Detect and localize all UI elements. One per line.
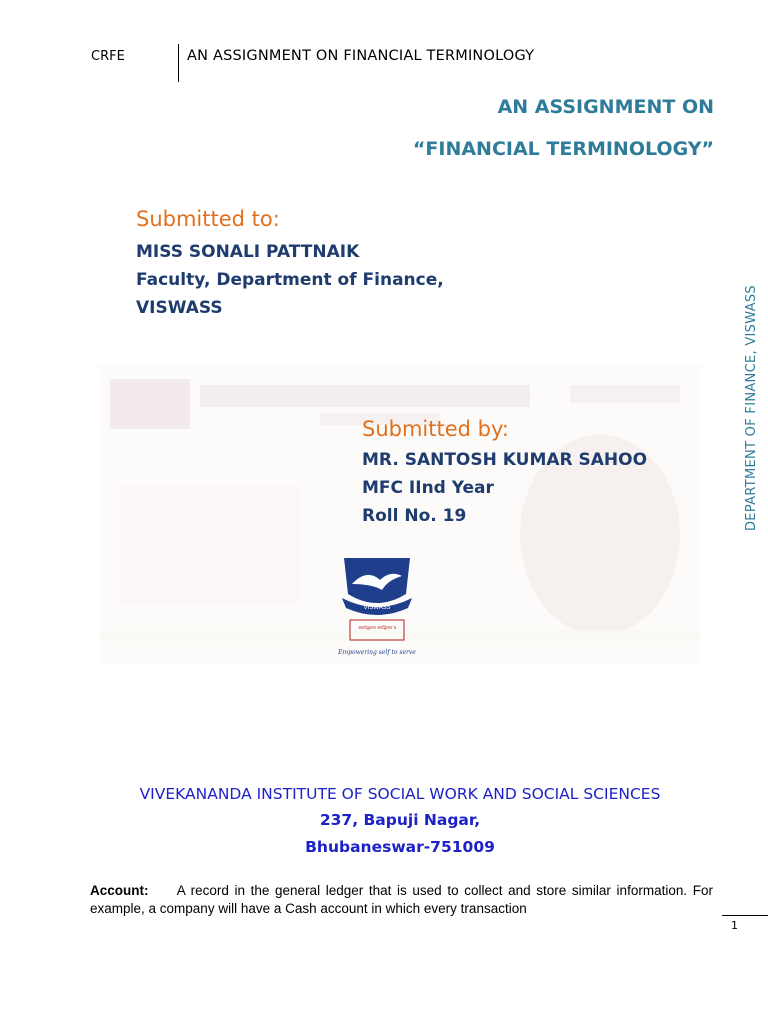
submitted-to-block (136, 238, 444, 322)
submitted-by-course: MFC IInd Year (362, 478, 494, 498)
submitted-to-heading: Submitted to: (136, 207, 280, 231)
header-left-label: CRFE (91, 49, 125, 64)
institute-name: VIVEKANANDA INSTITUTE OF SOCIAL WORK AND SOCIAL SCIENCES (139, 785, 661, 803)
account-term: Account: (90, 883, 149, 898)
footer-rule (722, 915, 768, 916)
submitted-by-roll: Roll No. 19 (362, 506, 467, 526)
logo-hindi-motto: आत्मोद्धाराय जगद्धिताय च (357, 625, 397, 630)
header-title: AN ASSIGNMENT ON FINANCIAL TERMINOLOGY (187, 48, 535, 64)
header-separator (178, 44, 179, 82)
submitted-by-heading: Submitted by: (362, 417, 509, 441)
title-line-1: AN ASSIGNMENT ON (497, 96, 714, 118)
account-definition-text: A record in the general ledger that is used to collect and store similar information. For example, a company will have a Cash account in which every transaction (90, 883, 713, 916)
submitted-by-name: MR. SANTOSH KUMAR SAHOO (362, 450, 648, 470)
institute-address-line-1: 237, Bapuji Nagar, (319, 811, 481, 829)
side-department-text: DEPARTMENT OF FINANCE, VISWASS (744, 285, 759, 531)
institute-address-line-2: Bhubaneswar-751009 (305, 838, 495, 856)
viswass-logo (322, 550, 432, 660)
submitted-to-name: MISS SONALI PATTNAIK (136, 242, 360, 262)
account-definition-paragraph (90, 882, 713, 918)
logo-name: VISWASS (363, 604, 391, 611)
submitted-to-role: Faculty, Department of Finance, (136, 270, 444, 290)
logo-tagline: Empowering self to serve (338, 649, 416, 656)
submitted-to-org: VISWASS (136, 298, 223, 318)
page-number: 1 (731, 919, 738, 932)
title-line-2: “FINANCIAL TERMINOLOGY” (412, 138, 714, 160)
submitted-by-block (362, 446, 647, 530)
